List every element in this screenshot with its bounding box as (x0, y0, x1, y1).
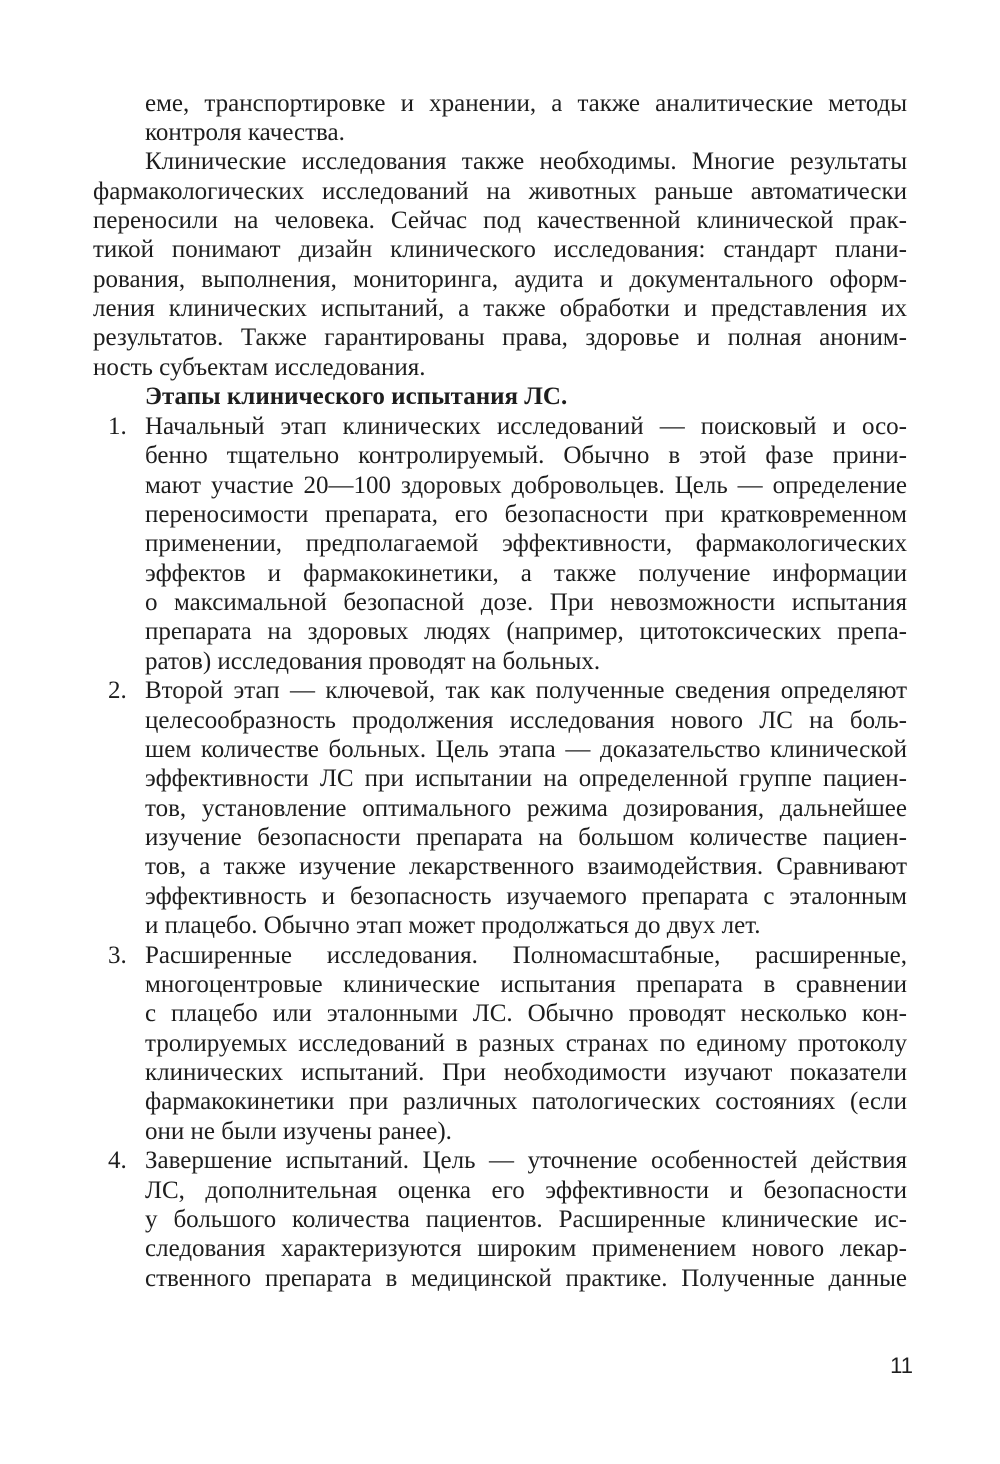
list-item-line: Завершение испытаний. Цель — уточнение особенностей действия (145, 1147, 907, 1174)
list-item-line: бенно тщательно контролируемый. Обычно в этой фазе прини- (145, 442, 907, 469)
list-number: 1. (108, 413, 127, 440)
list-item-line: о максимальной безопасной дозе. При невозможности испытания (145, 589, 907, 616)
list-item-line: применении, предполагаемой эффективности, фармакологических (145, 530, 907, 557)
list-item-line: фармакокинетики при различных патологических состояниях (если (145, 1088, 907, 1115)
list-item-line: мают участие 20—100 здоровых добровольцев. Цель — определение (145, 472, 907, 499)
text-line: тикой понимают дизайн клинического исследования: стандарт плани- (93, 236, 907, 263)
list-item-line: тролируемых исследований в разных странах по единому протоколу (145, 1030, 907, 1057)
list-item-line: эффективности ЛС при испытании на определенной группе пациен- (145, 765, 907, 792)
list-item-line: целесообразность продолжения исследования нового ЛС на боль- (145, 707, 907, 734)
list-item-line: тов, установление оптимального режима дозирования, дальнейшее (145, 795, 907, 822)
list-item-line: и плацебо. Обычно этап может продолжаться до двух лет. (145, 912, 761, 939)
list-item-line: с плацебо или эталонными ЛС. Обычно проводят несколько кон- (145, 1000, 907, 1027)
text-line: еме, транспортировке и хранении, а также аналитические методы (145, 90, 907, 117)
list-item-line: изучение безопасности препарата на большом количестве пациен- (145, 824, 907, 851)
text-line: ления клинических испытаний, а также обработки и представления их (93, 295, 907, 322)
text-line: рования, выполнения, мониторинга, аудита и документального оформ- (93, 266, 907, 293)
list-item-line: ственного препарата в медицинской практике. Полученные данные (145, 1265, 907, 1292)
list-item-line: ЛС, дополнительная оценка его эффективности и безопасности (145, 1177, 907, 1204)
list-number: 4. (108, 1147, 127, 1174)
list-item-line: у большого количества пациентов. Расширенные клинические ис- (145, 1206, 907, 1233)
page-number: 11 (890, 1353, 913, 1378)
list-item-line: ратов) исследования проводят на больных. (145, 648, 601, 675)
list-item-line: тов, а также изучение лекарственного взаимодействия. Сравнивают (145, 853, 907, 880)
text-line: контроля качества. (145, 119, 345, 146)
list-item-line: эффектов и фармакокинетики, а также получение информации (145, 560, 907, 587)
list-item-line: переносимости препарата, его безопасности при кратковременном (145, 501, 907, 528)
list-item-line: эффективность и безопасность изучаемого препарата с эталонным (145, 883, 907, 910)
text-line: Клинические исследования также необходимы. Многие результаты (145, 148, 907, 175)
list-item-line: многоцентровые клинические испытания препарата в сравнении (145, 971, 907, 998)
list-item-line: следования характеризуются широким применением нового лекар- (145, 1235, 907, 1262)
text-line: ность субъектам исследования. (93, 354, 426, 381)
list-item-line: препарата на здоровых людях (например, цитотоксических препа- (145, 618, 907, 645)
list-item-line: шем количестве больных. Цель этапа — доказательство клинической (145, 736, 907, 763)
list-item-line: Второй этап — ключевой, так как полученные сведения определяют (145, 677, 907, 704)
list-item-line: Расширенные исследования. Полномасштабные, расширенные, (145, 942, 907, 969)
text-line: переносили на человека. Сейчас под качественной клинической прак- (93, 207, 907, 234)
list-item-line: клинических испытаний. При необходимости изучают показатели (145, 1059, 907, 1086)
list-item-line: Начальный этап клинических исследований — поисковый и осо- (145, 413, 907, 440)
list-number: 2. (108, 677, 127, 704)
section-heading: Этапы клинического испытания ЛС. (145, 383, 568, 410)
list-number: 3. (108, 942, 127, 969)
list-item-line: они не были изучены ранее). (145, 1118, 452, 1145)
text-line: фармакологических исследований на животных раньше автоматически (93, 178, 907, 205)
text-line: результатов. Также гарантированы права, здоровье и полная аноним- (93, 324, 907, 351)
